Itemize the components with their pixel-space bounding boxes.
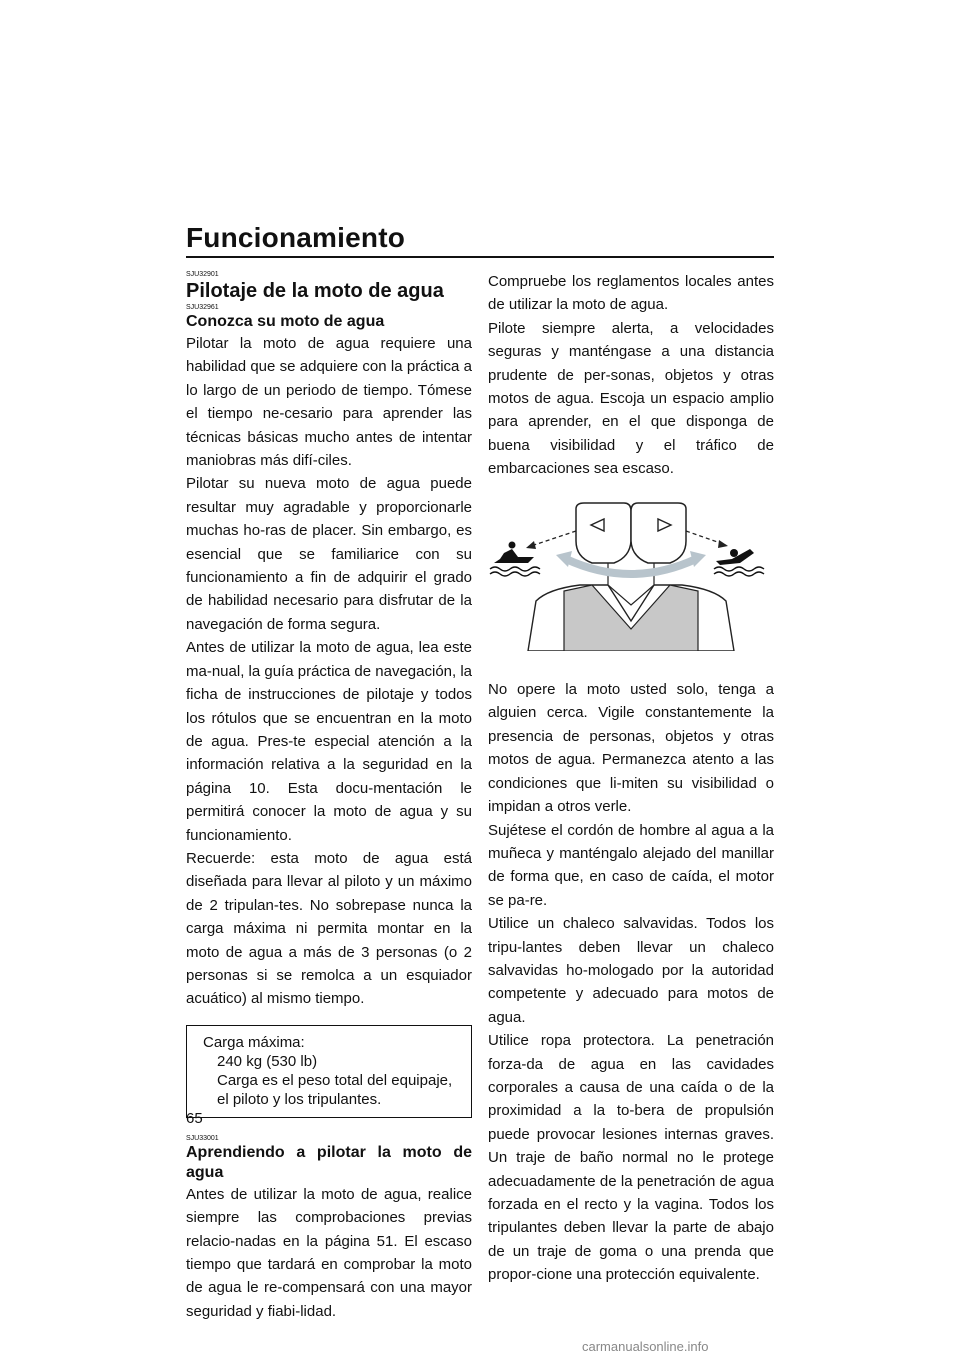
paragraph: Antes de utilizar la moto de agua, realice siempre las comprobaciones previas relacio-nadas en la página 51. El escaso tiempo que tardará en comprobar la moto de agua le re-compensará con una mayor seguridad y fiabi-lidad. (186, 1185, 472, 1320)
paragraph: Compruebe los reglamentos locales antes de utilizar la moto de agua. (488, 273, 774, 314)
head-left (576, 503, 631, 563)
section-title: Pilotaje de la moto de agua (186, 280, 444, 302)
subsection-title: Conozca su moto de agua (186, 313, 385, 330)
spec-label: Carga máxima: (203, 1033, 305, 1051)
page-number: 65 (186, 1110, 203, 1127)
spec-note: Carga es el peso total del equipaje, el piloto y los tripulantes. (217, 1071, 453, 1108)
lookout-illustration (488, 501, 774, 651)
paragraph: Recuerde: esta moto de agua está diseñada para llevar al piloto y un máximo de 2 tripulan-tes. No sobrepase nunca la carga máxima ni permita montar en la moto de agua a más de 3 personas (o 2 personas si se remolca a un esquiador acuático) al mismo tiempo. (186, 849, 472, 1008)
paragraph: Pilotar la moto de agua requiere una habilidad que se adquiere con la práctica a lo largo de un periodo de tiempo. Tómese el tiempo ne-cesario para aprender las técnicas básicas mucho antes de intentar maniobras más difí-ciles. (186, 335, 472, 470)
swimmer-icon (714, 549, 764, 576)
arrow-left-icon (526, 541, 536, 549)
subsection-title: Aprendiendo a pilotar la moto de agua (186, 1143, 472, 1181)
sight-line-left (528, 531, 576, 547)
page-title: Funcionamiento (186, 222, 406, 253)
paragraph: Utilice ropa protectora. La penetración forza-da de agua en las cavidades corporales a causa de una caída o de la proximidad a la to-bera de propulsión puede provocar lesiones internas graves. Un traje de baño normal no le protege adecuadamente de la penetración de agua forzada en el recto y la vagina. Todos los tripulantes deben llevar la parte de abajo de un traje de goma o una prenda que propor-cione una protección equivalente. (488, 1032, 774, 1284)
paragraph: Utilice un chaleco salvavidas. Todos los tripu-lantes deben llevar un chaleco salvavidas ho-mologado por la autoridad competente y adecuado para motos de agua. (488, 915, 774, 1026)
paragraph: Pilotar su nueva moto de agua puede resultar muy agradable y proporcionarle muchas ho-ras de placer. Sin embargo, es esencial que se familiarice con su funcionamiento a fin de adquirir el grado de habilidad necesario para disfrutar de la navegación de forma segura. (186, 475, 472, 633)
max-load-spec-box (186, 1025, 472, 1118)
title-divider (186, 256, 774, 258)
subsection-code: SJU32961 (186, 304, 219, 311)
paragraph: Pilote siempre alerta, a velocidades seguras y manténgase a una distancia prudente de per-sonas, objetos y otras motos de agua. Escoja un espacio amplio para aprender, en el que disponga de buena visibilidad y el tráfico de embarcaciones sea escaso. (488, 319, 774, 478)
paragraph: Antes de utilizar la moto de agua, lea este ma-nual, la guía práctica de navegación, la ficha de instrucciones de pilotaje y todos los rótulos que se encuentran en la moto de agua. Pres-te especial atención a la información relativa a la seguridad en la página 10. Esta docu-mentación le permitirá conocer la moto de agua y su funcionamiento. (186, 639, 473, 844)
paragraph: Sujétese el cordón de hombre al agua a la muñeca y manténgalo alejado del manillar de forma que, en caso de caída, el motor se pa-re. (488, 821, 774, 909)
head-right (631, 503, 686, 563)
spec-value: 240 kg (530 lb) (217, 1052, 318, 1070)
watermark: carmanualsonline.info (582, 1339, 709, 1354)
subsection-code: SJU33001 (186, 1134, 219, 1142)
section-code: SJU32901 (186, 271, 219, 278)
paragraph: No opere la moto usted solo, tenga a alguien cerca. Vigile constantemente la presencia de personas, objetos y otras motos de agua. Permanezca atento a las condiciones que li-miten su visibilidad o impidan a otros verle. (488, 681, 774, 816)
right-column (488, 270, 774, 1287)
arrow-right-icon (718, 540, 728, 548)
left-column (186, 270, 472, 1323)
